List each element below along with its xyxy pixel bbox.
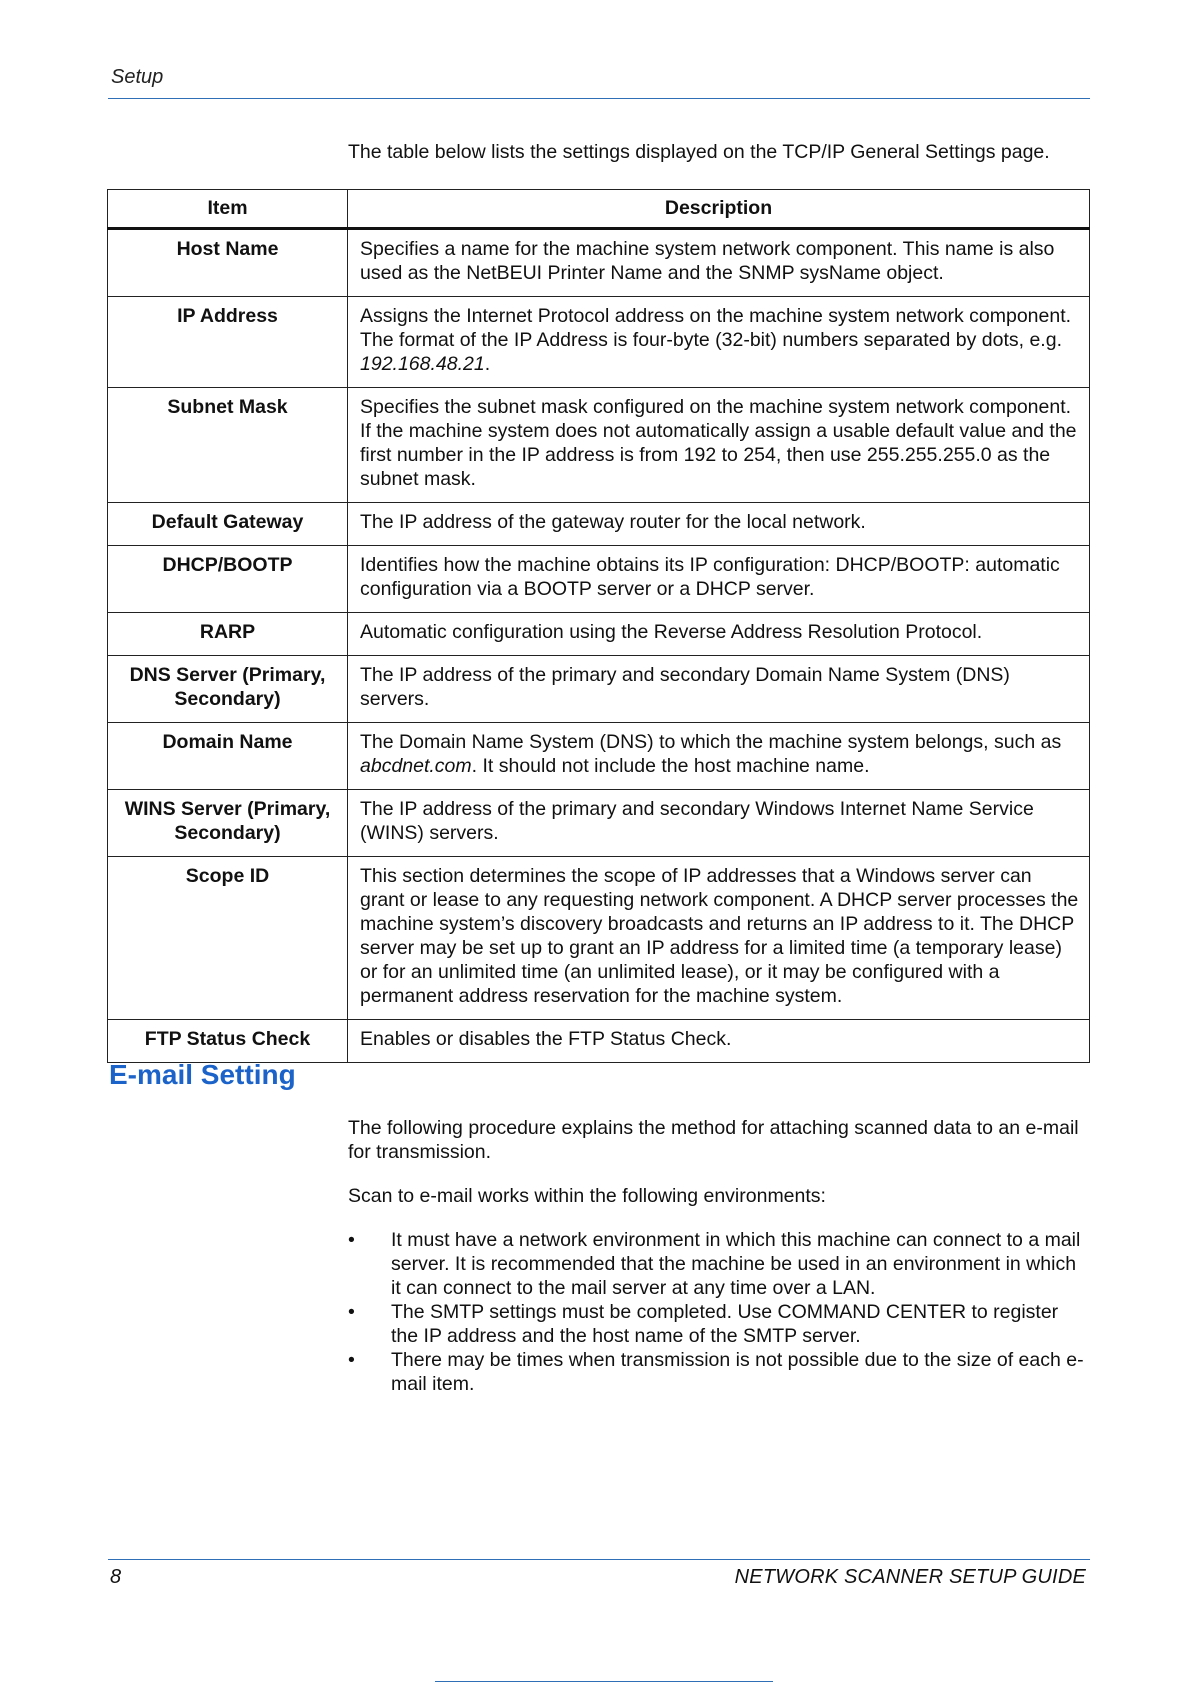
row-description: The IP address of the primary and secondary Windows Internet Name Service (WINS) servers. xyxy=(348,790,1090,857)
email-section-body xyxy=(348,1116,1090,1396)
example-ip: 192.168.48.21 xyxy=(360,353,485,375)
row-item-domain-name: Domain Name xyxy=(108,723,348,790)
table-row xyxy=(108,857,1090,1020)
table-row xyxy=(108,503,1090,546)
row-item-wins-server: WINS Server (Primary, Secondary) xyxy=(108,790,348,857)
table-row xyxy=(108,297,1090,388)
example-domain: abcdnet.com xyxy=(360,755,472,777)
email-intro-paragraph: The following procedure explains the method for attaching scanned data to an e-mail for transmission. xyxy=(348,1117,1079,1163)
row-item-scope-id: Scope ID xyxy=(108,857,348,1020)
list-item: • The SMTP settings must be completed. Use COMMAND CENTER to register the IP address and the host name of the SMTP server. xyxy=(348,1301,1059,1347)
table-intro: The table below lists the settings displayed on the TCP/IP General Settings page. xyxy=(348,141,1050,163)
table-header-row xyxy=(108,190,1090,229)
guide-title: NETWORK SCANNER SETUP GUIDE xyxy=(734,1566,1086,1588)
list-item: • There may be times when transmission is not possible due to the size of each e-mail item. xyxy=(348,1349,1084,1395)
table-row xyxy=(108,790,1090,857)
environment-list xyxy=(348,1228,1090,1396)
table-row xyxy=(108,229,1090,297)
row-description: This section determines the scope of IP addresses that a Windows server can grant or lease to any requesting network component. A DHCP server processes the machine system’s discovery broadcasts and returns an IP address to it. The DHCP server may be set up to grant an IP address for a limited time (a temporary lease) or for an unlimited time (an unlimited lease), or it may be configured with a permanent address reservation for the machine system. xyxy=(348,857,1090,1020)
table-row xyxy=(108,613,1090,656)
row-item-dhcp-bootp: DHCP/BOOTP xyxy=(108,546,348,613)
row-item-default-gateway: Default Gateway xyxy=(108,503,348,546)
table-row xyxy=(108,388,1090,503)
column-header-description: Description xyxy=(348,190,1090,229)
bullet-icon: • xyxy=(348,1301,355,1323)
bullet-icon: • xyxy=(348,1229,355,1251)
table-row xyxy=(108,656,1090,723)
row-item-ip-address: IP Address xyxy=(108,297,348,388)
footer-rule xyxy=(108,1559,1090,1560)
row-description: Identifies how the machine obtains its IP configuration: DHCP/BOOTP: automatic configuration via a BOOTP server or a DHCP server. xyxy=(348,546,1090,613)
list-item: • It must have a network environment in which this machine can connect to a mail server. It is recommended that the machine be used in an environment in which it can connect to the mail server at any time over a LAN. xyxy=(348,1229,1081,1299)
row-item-subnet-mask: Subnet Mask xyxy=(108,388,348,503)
header-rule xyxy=(108,98,1090,99)
row-description: The IP address of the primary and secondary Domain Name System (DNS) servers. xyxy=(348,656,1090,723)
bullet-icon: • xyxy=(348,1349,355,1371)
column-header-item: Item xyxy=(108,190,348,229)
running-header: Setup xyxy=(111,66,164,88)
row-description: Automatic configuration using the Reverse Address Resolution Protocol. xyxy=(348,613,1090,656)
table-row xyxy=(108,1020,1090,1063)
environments-paragraph: Scan to e-mail works within the following environments: xyxy=(348,1185,826,1207)
page-number: 8 xyxy=(110,1566,122,1588)
row-item-ftp-status-check: FTP Status Check xyxy=(108,1020,348,1063)
row-description: Specifies the subnet mask configured on the machine system network component. If the machine system does not automatically assign a usable default value and the first number in the IP address is from 192 to 254, then use 255.255.255.0 as the subnet mask. xyxy=(348,388,1090,503)
row-description: Enables or disables the FTP Status Check. xyxy=(348,1020,1090,1063)
row-description: Specifies a name for the machine system network component. This name is also used as the NetBEUI Printer Name and the SNMP sysName object. xyxy=(348,229,1090,297)
table-row xyxy=(108,723,1090,790)
section-title-email-setting: E-mail Setting xyxy=(109,1059,296,1090)
row-item-rarp: RARP xyxy=(108,613,348,656)
row-description: Assigns the Internet Protocol address on the machine system network component. The format of the IP Address is four-byte (32-bit) numbers separated by dots, e.g. 192.168.48.21. xyxy=(348,297,1090,388)
row-description: The IP address of the gateway router for the local network. xyxy=(348,503,1090,546)
table-row xyxy=(108,546,1090,613)
tcpip-settings-table xyxy=(107,189,1090,1063)
row-item-dns-server: DNS Server (Primary, Secondary) xyxy=(108,656,348,723)
row-description: The Domain Name System (DNS) to which the machine system belongs, such as abcdnet.com. It should not include the host machine name. xyxy=(348,723,1090,790)
row-item-host-name: Host Name xyxy=(108,229,348,297)
bottom-link-rule xyxy=(435,1681,773,1682)
